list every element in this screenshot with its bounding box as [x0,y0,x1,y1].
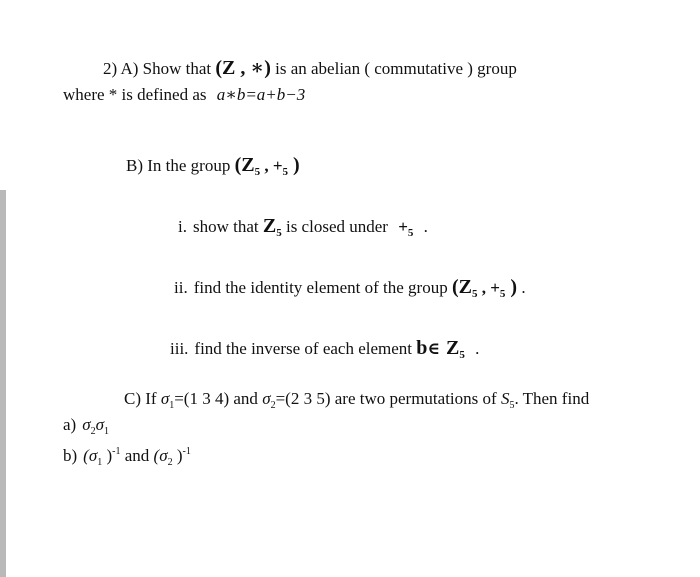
item-i-marker: i. [178,217,187,236]
part-c-b-sup2: -1 [182,446,191,457]
item-iii-end: . [470,339,480,358]
part-a-where-text: where * is defined as [63,85,211,104]
part-c-b-close1: ) [102,446,113,465]
item-i-end: . [419,217,428,236]
part-c-b-sup1: -1 [112,446,121,457]
part-c-item-a [63,415,109,442]
part-c-and: and [229,389,263,408]
part-c-a-sigma1: σ [95,415,104,434]
page-edge-bar [0,190,6,577]
part-c-b-and: and [120,446,154,465]
item-i-op: + [398,217,408,236]
part-b-item-i [178,216,428,243]
part-c-b-sub2: 2 [167,457,173,468]
part-b-plus: , + [260,156,283,175]
part-b-heading [126,155,300,182]
part-c-b-sub1: 1 [97,457,103,468]
part-c-sigma1: σ [160,389,170,408]
part-c-b-label: b) [63,446,78,465]
part-c-item-b [63,442,191,473]
part-c-sigma2-sub: 2 [270,400,276,411]
item-ii-end: . [517,278,526,297]
part-c-a-label: a) [63,415,77,434]
item-iii-marker: iii. [170,339,189,358]
part-a-operation: a∗b=a+b−3 [216,85,306,104]
item-iii-z-sub: 5 [459,349,465,361]
part-a-line1 [103,58,517,79]
item-ii-z: Z [458,276,472,298]
item-ii-paren-close: ) [505,276,518,298]
item-ii-text: find the identity element of the group [193,278,452,297]
part-c-a-sigma1-sub: 1 [104,426,109,437]
item-iii-z: Z [446,337,460,359]
item-i-z: Z [262,215,277,237]
item-i-text: show that [192,217,263,236]
part-b-prefix: B) In the group [126,156,235,175]
part-b-paren-open: ( [234,154,242,176]
part-b-z-sub: 5 [254,166,261,178]
item-iii-in: ∈ [427,339,440,358]
part-c-a-sigma2: σ [82,415,91,434]
part-c-s-sub: 5 [509,400,515,411]
part-a-prefix: 2) A) Show that [103,59,216,78]
part-b-plus-sub: 5 [282,166,289,178]
item-iii-b: b [416,337,428,359]
part-a-line2 [63,85,305,105]
part-b-item-ii [174,277,526,304]
part-c-heading [124,389,589,416]
part-c-b-open1: (σ [83,446,98,465]
part-c-sigma1-sub: 1 [169,400,175,411]
item-ii-z-sub: 5 [471,288,478,300]
part-c-eq2: =(2 3 5) [275,389,331,408]
part-a-group: (Z , ∗) [215,57,271,79]
item-ii-plus: , + [477,278,500,297]
part-b-paren-close: ) [288,154,300,176]
part-c-a-sigma2-sub: 2 [90,426,96,437]
part-c-suffix: are two permutations of [330,389,501,408]
item-i-text2: is closed under [281,217,393,236]
part-c-sigma2: σ [262,389,271,408]
item-i-z-sub: 5 [276,227,282,239]
item-i-op-sub: 5 [407,227,414,239]
part-b-z: Z [241,154,255,176]
part-a-suffix: is an abelian ( commutative ) group [270,59,517,78]
part-c-s: S [500,389,510,408]
item-ii-marker: ii. [174,278,188,297]
part-c-prefix: C) If [124,389,161,408]
item-ii-paren-open: ( [451,276,459,298]
part-c-b-close2: ) [172,446,183,465]
part-c-b-open2: (σ [153,446,168,465]
part-c-eq1: =(1 3 4) [174,389,230,408]
part-b-item-iii [170,338,479,365]
item-iii-text: find the inverse of each element [194,339,417,358]
item-ii-plus-sub: 5 [499,288,506,300]
part-c-end: . Then find [514,389,590,408]
